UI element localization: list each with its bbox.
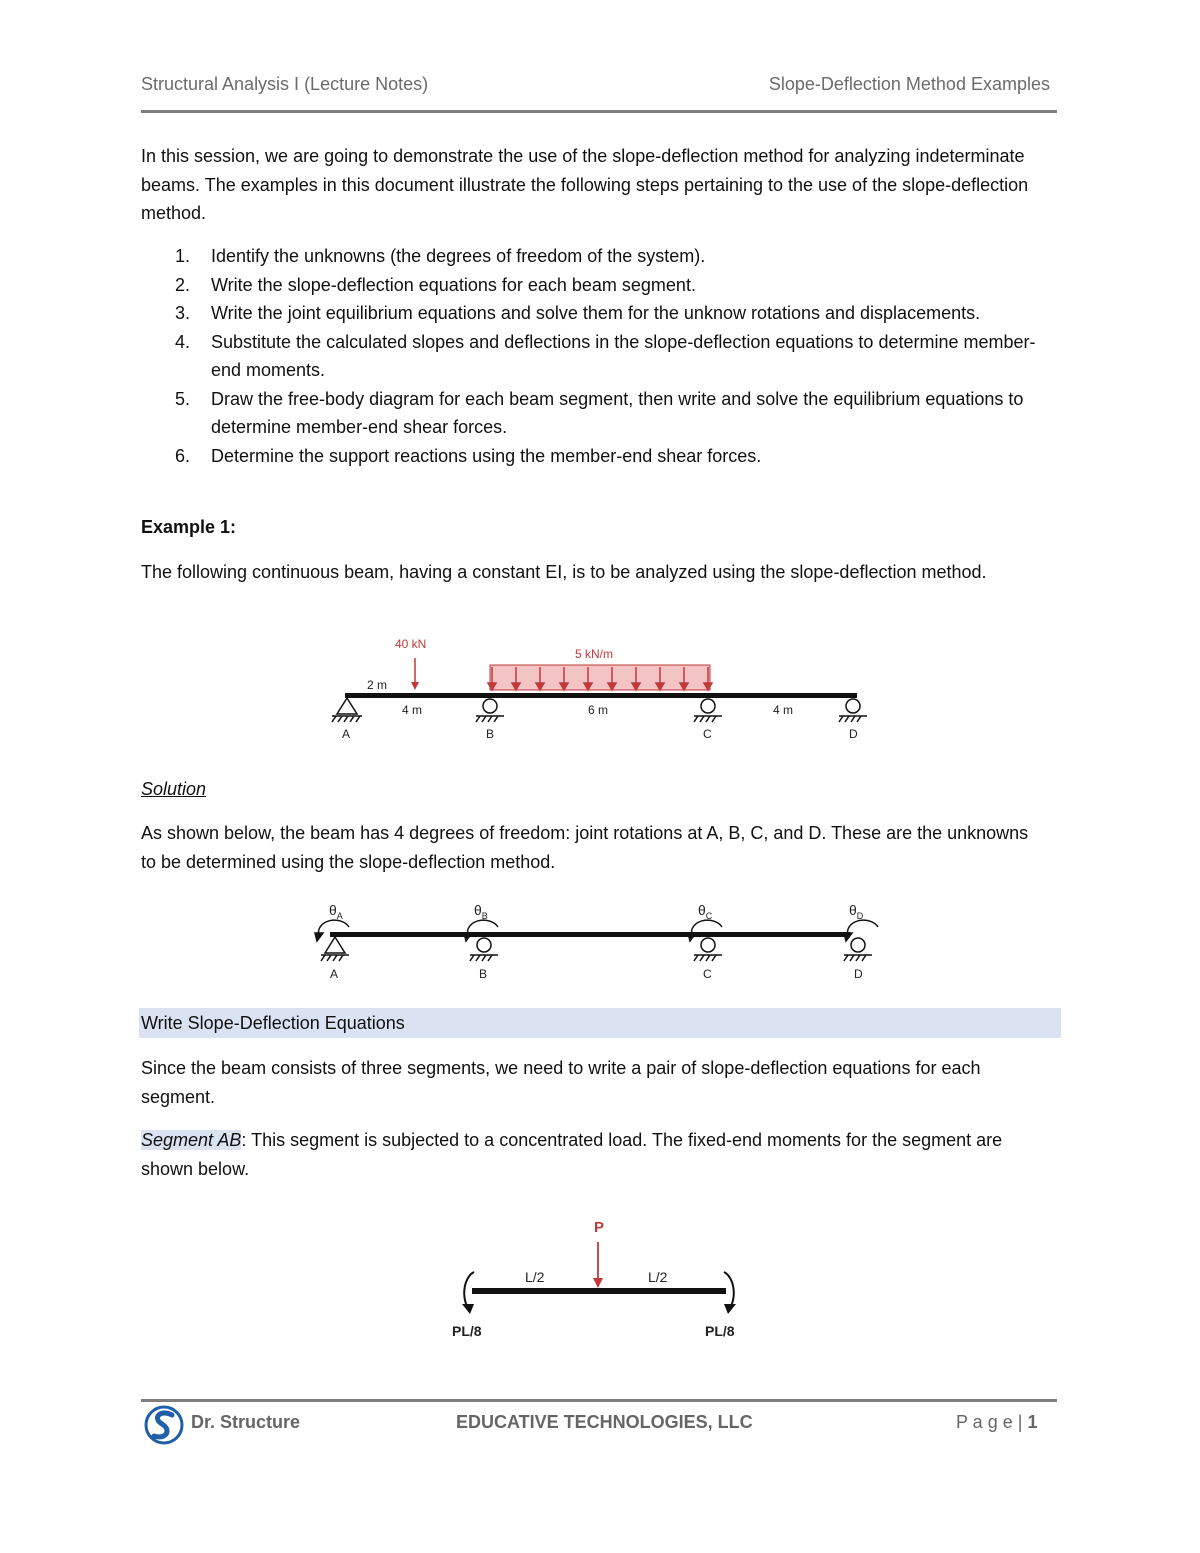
udl-label: 5 kN/m	[575, 647, 614, 661]
segment-block	[141, 1126, 1061, 1183]
footer-company: EDUCATIVE TECHNOLOGIES, LLC	[456, 1412, 753, 1432]
support-b-label: B	[486, 727, 495, 741]
footer-page-number: 1	[1027, 1412, 1038, 1432]
theta-sub-a: A	[336, 911, 343, 921]
list-item	[141, 385, 1061, 442]
steps-list-block	[141, 242, 1061, 470]
fem-right-moment-arrowhead	[724, 1304, 736, 1314]
solution-label: Solution	[141, 779, 207, 799]
fem-half-right-label: L/2	[648, 1269, 668, 1285]
step-number: 5.	[175, 388, 191, 409]
header-rule	[141, 110, 1057, 113]
theta-symbol: θ	[329, 902, 337, 918]
support-d-roller	[839, 699, 867, 722]
step-text: Determine the support reactions using the member-end shear forces.	[211, 445, 762, 466]
fem-moment-right-label: PL/8	[705, 1323, 735, 1339]
support-a-pin	[332, 698, 362, 722]
footer-brand: Dr. Structure	[191, 1412, 301, 1432]
dof-beam	[330, 932, 850, 937]
step-text: Draw the free-body diagram for each beam segment, then write and solve the equilibrium equations to determine member-end shear forces.	[211, 388, 1024, 437]
dof-support-c-roller	[694, 938, 722, 961]
fem-half-left-label: L/2	[525, 1269, 545, 1285]
step-number: 4.	[175, 331, 191, 352]
dof-label-c: C	[703, 967, 712, 981]
span-cd-label: 4 m	[773, 703, 794, 717]
theta-symbol: θ	[698, 902, 706, 918]
support-d-label: D	[849, 727, 858, 741]
dof-label-d: D	[854, 967, 863, 981]
support-b-roller	[476, 699, 504, 722]
svg-text:θD	[849, 902, 864, 921]
support-a-label: A	[342, 727, 351, 741]
list-item	[141, 442, 1061, 471]
list-item	[141, 271, 1061, 300]
dr-structure-logo-icon	[144, 1404, 184, 1446]
rotation-arcs	[315, 920, 878, 941]
example-paragraph: The following continuous beam, having a constant EI, is to be analyzed using the slope-deflection method.	[141, 562, 987, 582]
footer-page	[956, 1412, 1037, 1433]
theta-symbol: θ	[474, 902, 482, 918]
list-item	[141, 242, 1061, 271]
intro-paragraph: In this session, we are going to demonstrate the use of the slope-deflection method for analyzing indeterminate beams. The examples in this document illustrate the following steps pertaining to the use of the slope-deflection method.	[141, 146, 1029, 223]
svg-text:θB	[474, 902, 488, 921]
step-number: 3.	[175, 303, 191, 323]
theta-sub-b: B	[481, 911, 488, 921]
header-left-title: Structural Analysis I (Lecture Notes)	[141, 74, 429, 94]
steps-list	[141, 242, 1061, 470]
support-c-roller	[694, 699, 722, 722]
udl-box	[490, 665, 710, 690]
list-item	[141, 328, 1061, 385]
step-text: Write the slope-deflection equations for each beam segment.	[211, 274, 696, 295]
footer-rule	[141, 1399, 1057, 1402]
beam	[345, 693, 857, 698]
dof-label-a: A	[330, 967, 339, 981]
dof-support-a-pin	[321, 937, 349, 961]
theta-sub-c: C	[705, 911, 713, 921]
section-heading	[139, 1008, 1061, 1038]
segment-label: Segment AB	[141, 1130, 242, 1150]
point-load-arrowhead	[411, 682, 419, 690]
segment-text: : This segment is subjected to a concentrated load. The fixed-end moments for the segment are shown below.	[141, 1130, 1003, 1179]
span-bc-label: 6 m	[588, 703, 609, 717]
section-heading-block	[139, 1008, 1059, 1038]
theta-labels	[329, 902, 864, 921]
section-text-block	[141, 1054, 1061, 1111]
support-c-label: C	[703, 727, 712, 741]
list-item	[141, 299, 981, 328]
header-right-title: Slope-Deflection Method Examples	[768, 74, 1050, 94]
theta-sub-d: D	[856, 911, 864, 921]
example-title: Example 1:	[141, 517, 237, 537]
segment-paragraph	[141, 1126, 1057, 1183]
dist-a-load-label: 2 m	[367, 678, 388, 692]
step-text: Identify the unknowns (the degrees of freedom of the system).	[211, 246, 706, 266]
dof-label-b: B	[479, 967, 488, 981]
solution-text-block	[141, 819, 1061, 876]
step-number: 2.	[175, 274, 191, 295]
point-load-label: 40 kN	[395, 637, 427, 651]
example-text-block	[141, 558, 1061, 587]
step-number: 6.	[175, 445, 191, 466]
fem-load-label: P	[594, 1219, 605, 1236]
theta-symbol: θ	[849, 902, 857, 918]
footer-page-label: P a g e	[956, 1412, 1013, 1432]
svg-text:θC	[698, 902, 713, 921]
fem-load-arrowhead	[593, 1278, 603, 1288]
section-heading-text: Write Slope-Deflection Equations	[141, 1013, 405, 1033]
fem-left-moment-arrowhead	[462, 1304, 474, 1314]
step-number: 1.	[175, 246, 191, 266]
dof-figure	[305, 895, 895, 990]
footer-page-separator: |	[1017, 1412, 1023, 1432]
fem-figure	[440, 1210, 760, 1345]
fem-moment-left-label: PL/8	[452, 1323, 482, 1339]
solution-paragraph: As shown below, the beam has 4 degrees of freedom: joint rotations at A, B, C, and D. These are the unknowns to be determined using the slope-deflection method.	[141, 823, 1029, 872]
svg-text:θA	[329, 902, 343, 921]
dof-support-b-roller	[470, 938, 498, 961]
span-ab-label: 4 m	[402, 703, 423, 717]
beam-figure	[320, 630, 890, 750]
fem-beam	[472, 1288, 726, 1294]
step-text: Write the joint equilibrium equations and solve them for the unknow rotations and displacements.	[211, 303, 981, 323]
dof-support-d-roller	[844, 938, 872, 961]
intro-block	[141, 142, 1061, 228]
step-text: Substitute the calculated slopes and deflections in the slope-deflection equations to determine member-end moments.	[211, 331, 1036, 380]
section-paragraph: Since the beam consists of three segments, we need to write a pair of slope-deflection equations for each segment.	[141, 1058, 981, 1107]
